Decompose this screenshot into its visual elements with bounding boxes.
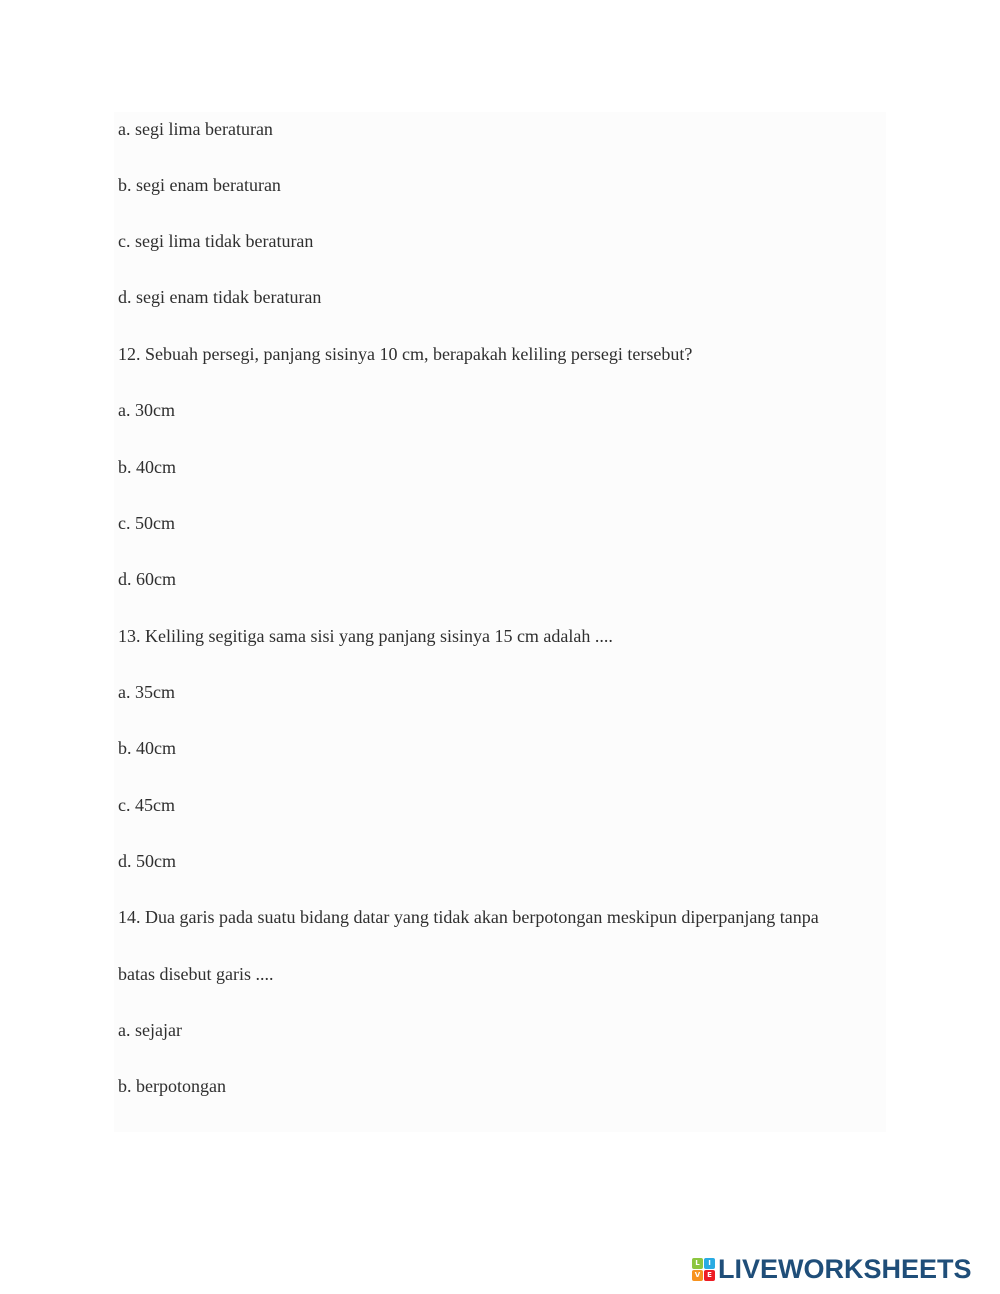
liveworksheets-mark-icon: L I V E: [692, 1258, 715, 1281]
liveworksheets-logo: [692, 1254, 972, 1284]
question-13-option-a: a. 35cm: [118, 682, 175, 702]
question-12-option-c: c. 50cm: [118, 513, 175, 533]
question-11-option-b: b. segi enam beraturan: [118, 175, 281, 195]
question-14-option-a: a. sejajar: [118, 1020, 182, 1040]
question-13-option-d: d. 50cm: [118, 851, 176, 871]
question-12-option-a: a. 30cm: [118, 400, 175, 420]
question-11-option-d: d. segi enam tidak beraturan: [118, 287, 322, 307]
question-14-option-b: b. berpotongan: [118, 1076, 226, 1096]
question-12-option-b: b. 40cm: [118, 457, 176, 477]
question-14-text-continued: batas disebut garis ....: [118, 964, 274, 984]
question-13-option-b: b. 40cm: [118, 738, 176, 758]
question-11-option-c: c. segi lima tidak beraturan: [118, 231, 314, 251]
liveworksheets-wordmark: LIVEWORKSHEETS: [718, 1254, 972, 1284]
question-12-option-d: d. 60cm: [118, 569, 176, 589]
question-13-text: 13. Keliling segitiga sama sisi yang panjang sisinya 15 cm adalah ....: [118, 626, 613, 646]
question-13-option-c: c. 45cm: [118, 795, 175, 815]
question-11-option-a: a. segi lima beraturan: [118, 119, 273, 139]
question-14-text: 14. Dua garis pada suatu bidang datar yang tidak akan berpotongan meskipun diperpanjang tanpa: [118, 907, 819, 927]
question-12-text: 12. Sebuah persegi, panjang sisinya 10 cm, berapakah keliling persegi tersebut?: [118, 344, 693, 364]
